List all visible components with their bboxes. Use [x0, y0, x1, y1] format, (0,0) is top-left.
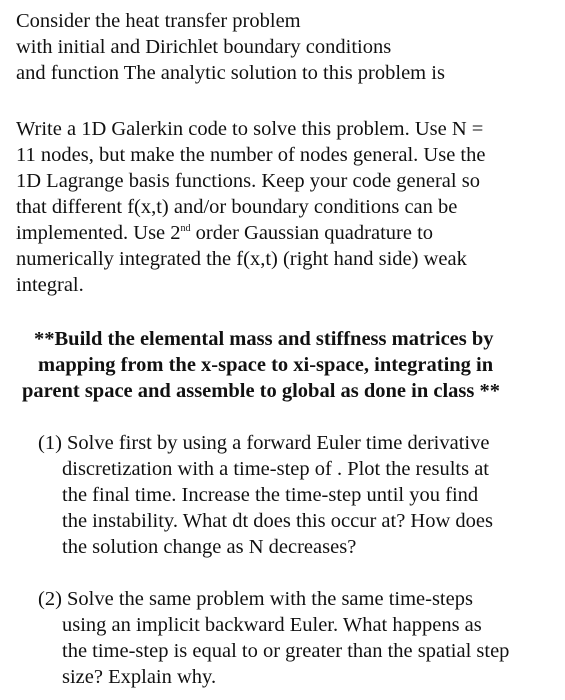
task-line-4: that different f(x,t) and/or boundary conditions can be: [16, 196, 458, 218]
q1-line-1: (1) Solve first by using a forward Euler time derivative: [38, 432, 490, 454]
emphasis-line-1: **Build the elemental mass and stiffness matrices by: [34, 328, 494, 350]
q1-line-3: the final time. Increase the time-step until you find: [62, 484, 479, 506]
q2-line-3: the time-step is equal to or greater than the spatial step: [62, 640, 510, 662]
q2-line-2: using an implicit backward Euler. What happens as: [62, 614, 482, 636]
intro-line-2: with initial and Dirichlet boundary conditions: [16, 36, 392, 58]
task-line-1: Write a 1D Galerkin code to solve this problem. Use N =: [16, 118, 484, 140]
task-line-5: [16, 220, 433, 246]
emphasis-line-2: mapping from the x-space to xi-space, integrating in: [38, 354, 494, 376]
q1-line-4: the instability. What dt does this occur at? How does: [62, 510, 493, 532]
ordinal-superscript: nd: [180, 223, 191, 235]
q2-line-1: (2) Solve the same problem with the same time-steps: [38, 588, 473, 610]
emphasis-line-3: parent space and assemble to global as done in class **: [22, 380, 501, 402]
q1-line-5: the solution change as N decreases?: [62, 536, 357, 558]
intro-line-1: Consider the heat transfer problem: [16, 10, 301, 32]
task-line-6: numerically integrated the f(x,t) (right hand side) weak: [16, 248, 467, 270]
task-line-2: 11 nodes, but make the number of nodes general. Use the: [16, 144, 486, 166]
task-line-5-prefix: implemented. Use 2: [16, 222, 181, 244]
task-line-5-suffix: order Gaussian quadrature to: [190, 222, 434, 244]
task-line-3: 1D Lagrange basis functions. Keep your code general so: [16, 170, 480, 192]
q1-line-2: discretization with a time-step of . Plot the results at: [62, 458, 489, 480]
intro-line-3: and function The analytic solution to this problem is: [16, 62, 445, 84]
task-line-7: integral.: [16, 274, 84, 296]
q2-line-4: size? Explain why.: [62, 666, 217, 688]
